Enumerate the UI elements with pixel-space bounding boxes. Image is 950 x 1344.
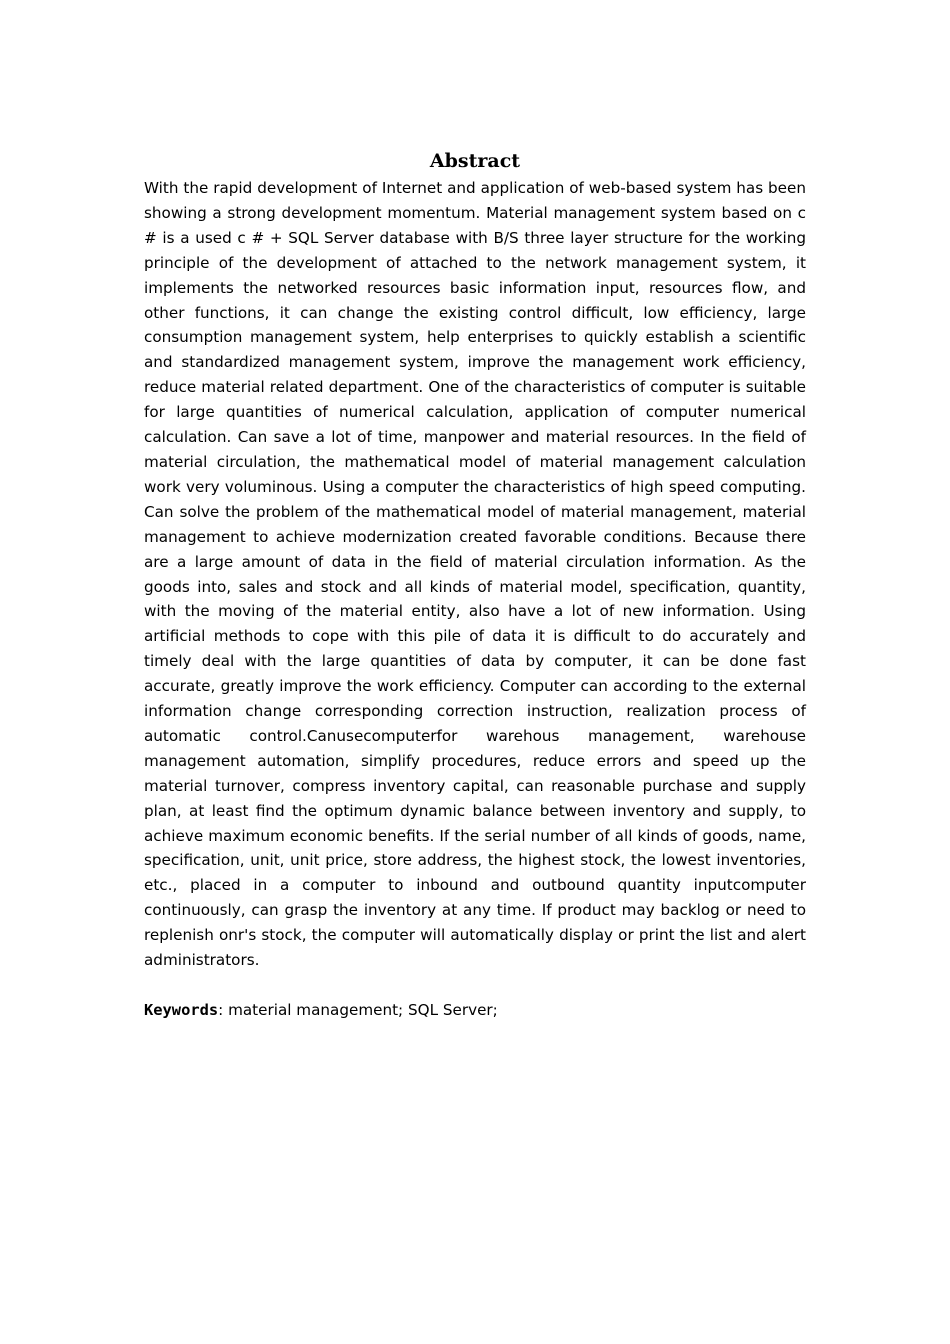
abstract-section — [144, 146, 806, 1023]
abstract-body: With the rapid development of Internet and application of web-based system has been showing a strong development momentum. Material management system based on c # is a used c # + SQL Server database with B/S three layer structure for the working principle of the development of attached to the network management system, it implements the networked resources basic information input, resources flow, and other functions, it can change the existing control difficult, low efficiency, large consumption management system, help enterprises to quickly establish a scientific and standardized management system, improve the management work efficiency, reduce material related department. One of the characteristics of computer is suitable for large quantities of numerical calculation, application of computer numerical calculation. Can save a lot of time, manpower and material resources. In the field of material circulation, the mathematical model of material management calculation work very voluminous. Using a computer the characteristics of high speed computing. Can solve the problem of the mathematical model of material management, material management to achieve modernization created favorable conditions. Because there are a large amount of data in the field of material circulation information. As the goods into, sales and stock and all kinds of material model, specification, quantity, with the moving of the material entity, also have a lot of new information. Using artificial methods to cope with this pile of data it is difficult to do accurately and timely deal with the large quantities of data by computer, it can be done fast accurate, greatly improve the work efficiency. Computer can according to the external information change corresponding correction instruction, realization process of automatic control.Canusecomputerfor warehous management, warehouse management automation, simplify procedures, reduce errors and speed up the material turnover, compress inventory capital, can reasonable purchase and supply plan, at least find the optimum dynamic balance between inventory and supply, to achieve maximum economic benefits. If the serial number of all kinds of goods, name, specification, unit, unit price, store address, the highest stock, the lowest inventories, etc., placed in a computer to inbound and outbound quantity inputcomputer continuously, can grasp the inventory at any time. If product may backlog or need to replenish onr's stock, the computer will automatically display or print the list and alert administrators. — [144, 179, 806, 970]
keywords-label: Keywords — [144, 1001, 219, 1019]
keywords-text: : material management; SQL Server; — [218, 1001, 498, 1019]
page-title: Abstract — [429, 150, 521, 172]
keywords-line — [144, 998, 806, 1023]
